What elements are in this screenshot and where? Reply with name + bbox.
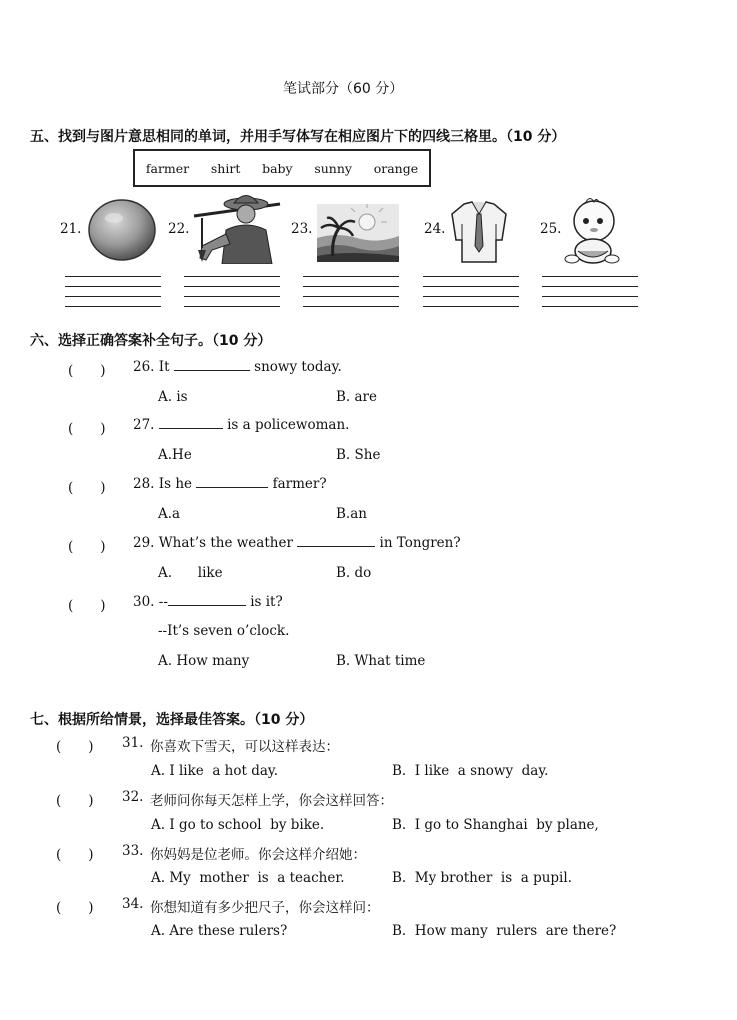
farmer-icon xyxy=(192,190,282,264)
answer-paren[interactable]: ( ) xyxy=(68,539,106,555)
option-b: B. My brother is a pupil. xyxy=(392,870,572,886)
option-a: A.a xyxy=(158,506,181,522)
question-text-post: in Tongren? xyxy=(379,535,461,551)
word-bank xyxy=(133,149,431,187)
question-number: 30. xyxy=(133,594,155,610)
sunny-beach-icon xyxy=(317,204,399,262)
word-bank-item: orange xyxy=(373,160,419,176)
answer-paren[interactable]: ( ) xyxy=(68,598,106,614)
option-a: A. is xyxy=(158,389,188,405)
dialogue-reply: --It’s seven o’clock. xyxy=(158,623,290,639)
item-number: 25. xyxy=(540,221,562,237)
answer-paren[interactable]: ( ) xyxy=(68,421,106,437)
section-5-heading: 五、找到与图片意思相同的单词，并用手写体写在相应图片下的四线三格里。（10 分） xyxy=(30,129,566,145)
question-number: 33. xyxy=(122,843,144,859)
section-7-heading: 七、根据所给情景，选择最佳答案。（10 分） xyxy=(30,712,314,728)
option-b: B. are xyxy=(336,389,377,405)
question-line xyxy=(133,594,283,610)
question-prompt: 你想知道有多少把尺子，你会这样问： xyxy=(150,900,380,916)
answer-paren[interactable]: ( ) xyxy=(68,363,106,379)
option-a: A. My mother is a teacher. xyxy=(151,870,345,886)
answer-paren[interactable]: ( ) xyxy=(56,739,94,755)
shirt-icon xyxy=(450,200,508,264)
question-text-post: is it? xyxy=(250,594,283,610)
answer-blank[interactable] xyxy=(168,594,246,606)
question-text-pre: -- xyxy=(158,594,168,610)
section-6-heading: 六、选择正确答案补全句子。（10 分） xyxy=(30,333,272,349)
answer-blank[interactable] xyxy=(159,417,223,429)
option-a: A. like xyxy=(158,565,223,581)
option-b: B. What time xyxy=(336,653,426,669)
answer-paren[interactable]: ( ) xyxy=(56,847,94,863)
writing-lines[interactable] xyxy=(65,276,161,316)
question-number: 28. xyxy=(133,476,155,492)
word-bank-item: farmer xyxy=(145,160,190,176)
question-text-post: snowy today. xyxy=(254,359,342,375)
question-number: 34. xyxy=(122,896,144,912)
question-prompt: 老师问你每天怎样上学，你会这样回答： xyxy=(150,793,393,809)
option-a: A. I like a hot day. xyxy=(151,763,279,779)
option-b: B. She xyxy=(336,447,381,463)
writing-lines[interactable] xyxy=(423,276,519,316)
question-prompt: 你喜欢下雪天，可以这样表达： xyxy=(150,739,339,755)
orange-icon xyxy=(86,198,158,262)
answer-blank[interactable] xyxy=(196,476,268,488)
option-a: A. Are these rulers? xyxy=(151,923,288,939)
option-b: B. I go to Shanghai by plane, xyxy=(392,817,599,833)
question-text-post: is a policewoman. xyxy=(227,417,350,433)
question-number: 27. xyxy=(133,417,155,433)
word-bank-item: sunny xyxy=(314,160,352,176)
answer-blank[interactable] xyxy=(174,359,250,371)
writing-lines[interactable] xyxy=(542,276,638,316)
question-number: 29. xyxy=(133,535,155,551)
question-line xyxy=(133,476,327,492)
question-line xyxy=(133,535,461,551)
word-bank-item: shirt xyxy=(210,160,241,176)
question-text-pre: Is he xyxy=(158,476,193,492)
option-b: B.an xyxy=(336,506,367,522)
question-line xyxy=(133,417,349,433)
option-b: B. do xyxy=(336,565,372,581)
answer-paren[interactable]: ( ) xyxy=(56,793,94,809)
item-number: 21. xyxy=(60,221,82,237)
item-number: 23. xyxy=(291,221,313,237)
item-number: 22. xyxy=(168,221,190,237)
option-a: A. I go to school by bike. xyxy=(151,817,325,833)
question-text-post: farmer? xyxy=(272,476,327,492)
question-number: 32. xyxy=(122,789,144,805)
option-a: A.He xyxy=(158,447,192,463)
question-number: 26. xyxy=(133,359,155,375)
writing-lines[interactable] xyxy=(184,276,280,316)
question-text-pre: What’s the weather xyxy=(158,535,293,551)
answer-blank[interactable] xyxy=(297,535,375,547)
option-b: B. How many rulers are there? xyxy=(392,923,617,939)
question-prompt: 你妈妈是位老师。你会这样介绍她： xyxy=(150,847,366,863)
answer-paren[interactable]: ( ) xyxy=(68,480,106,496)
question-line xyxy=(133,359,342,375)
answer-paren[interactable]: ( ) xyxy=(56,900,94,916)
writing-lines[interactable] xyxy=(303,276,399,316)
word-bank-item: baby xyxy=(262,160,293,176)
baby-icon xyxy=(564,197,620,267)
question-number: 31. xyxy=(122,735,144,751)
option-b: B. I like a snowy day. xyxy=(392,763,549,779)
question-text-pre: It xyxy=(158,359,170,375)
item-number: 24. xyxy=(424,221,446,237)
page-title: 笔试部分（60 分） xyxy=(283,81,404,97)
option-a: A. How many xyxy=(158,653,250,669)
